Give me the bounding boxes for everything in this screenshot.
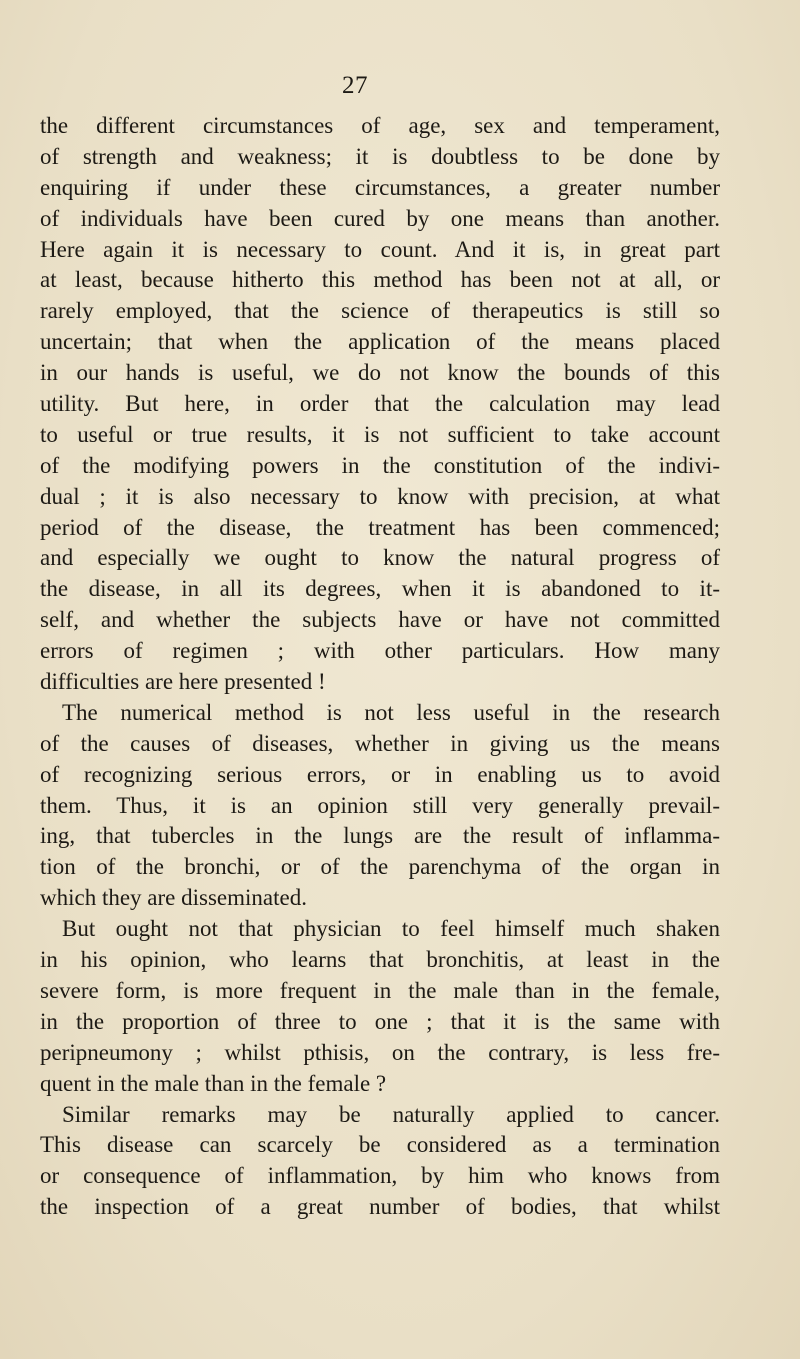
text-line: severe form, is more frequent in the male than in the female,: [40, 977, 720, 1003]
text-line: or consequence of inflammation, by him who knows from: [40, 1163, 720, 1189]
text-line: of recognizing serious errors, or in enabling us to avoid: [40, 761, 720, 787]
text-line: them. Thus, it is an opinion still very generally prevail-: [40, 792, 720, 818]
text-line: and especially we ought to know the natural progress of: [40, 545, 720, 571]
text-line: of the modifying powers in the constitution of the indivi-: [40, 452, 720, 478]
text-line: quent in the male than in the female ?: [40, 1070, 387, 1096]
text-line: of strength and weakness; it is doubtless to be done by: [40, 143, 720, 169]
text-line: the inspection of a great number of bodies, that whilst: [40, 1194, 720, 1220]
text-line: of individuals have been cured by one means than another.: [40, 205, 720, 231]
text-line: to useful or true results, it is not sufficient to take account: [40, 421, 720, 447]
text-line: enquiring if under these circumstances, a greater number: [40, 174, 720, 200]
text-line: which they are disseminated.: [40, 885, 307, 911]
text-line: rarely employed, that the science of therapeutics is still so: [40, 298, 720, 324]
text-line: errors of regimen ; with other particulars. How many: [40, 638, 720, 664]
text-line: of the causes of diseases, whether in giving us the means: [40, 730, 720, 756]
text-line: in his opinion, who learns that bronchitis, at least in the: [40, 947, 720, 973]
text-line: in the proportion of three to one ; that it is the same with: [40, 1008, 720, 1034]
text-line: at least, because hitherto this method has been not at all, or: [40, 267, 720, 293]
text-line: dual ; it is also necessary to know with precision, at what: [40, 483, 720, 509]
text-line: the different circumstances of age, sex and temperament,: [40, 113, 720, 138]
text-line: self, and whether the subjects have or have not committed: [40, 607, 720, 633]
text-line: peripneumony ; whilst pthisis, on the contrary, is less fre-: [40, 1039, 720, 1065]
page-number: 27: [342, 72, 368, 99]
text-line: The numerical method is not less useful in the research: [62, 699, 720, 725]
text-line: Here again it is necessary to count. And it is, in great part: [40, 236, 720, 262]
body-text: [40, 111, 720, 1223]
text-line: This disease can scarcely be considered as a termination: [40, 1132, 720, 1158]
text-line: Similar remarks may be naturally applied to cancer.: [62, 1101, 720, 1127]
text-line: ing, that tubercles in the lungs are the result of inflamma-: [40, 823, 720, 849]
text-line: tion of the bronchi, or of the parenchyma of the organ in: [40, 854, 720, 880]
text-line: But ought not that physician to feel himself much shaken: [62, 916, 720, 942]
text-line: uncertain; that when the application of the means placed: [40, 329, 720, 355]
text-line: utility. But here, in order that the calculation may lead: [40, 391, 720, 417]
text-line: the disease, in all its degrees, when it is abandoned to it-: [40, 576, 720, 602]
text-line: period of the disease, the treatment has been commenced;: [40, 514, 720, 540]
text-line: difficulties are here presented !: [40, 669, 326, 695]
text-line: in our hands is useful, we do not know the bounds of this: [40, 360, 720, 386]
